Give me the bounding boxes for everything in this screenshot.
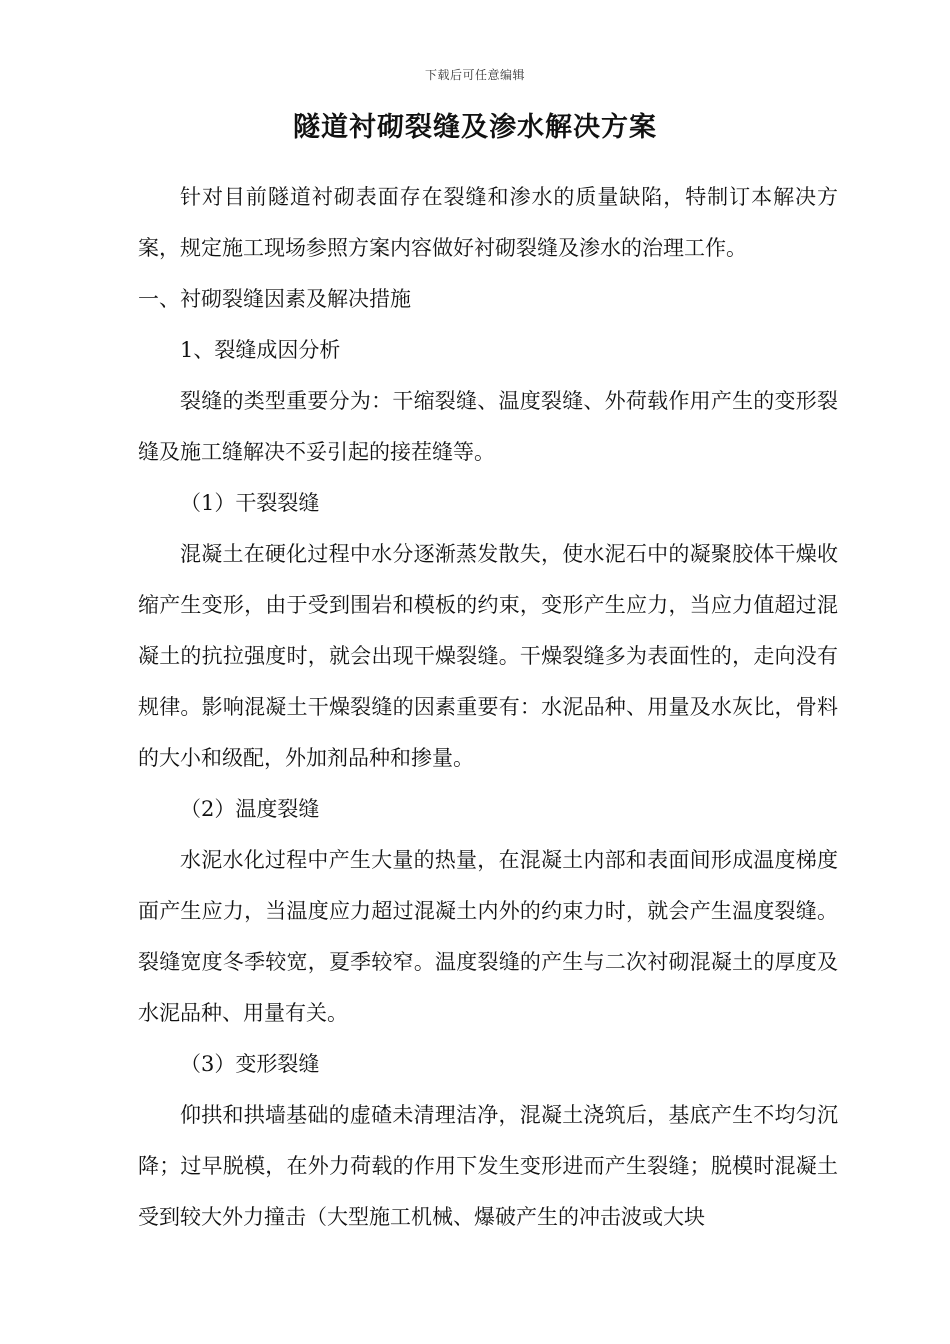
item-heading: （3）变形裂缝 [180,1052,320,1076]
subsection-heading: 1、裂缝成因分析 [180,338,341,362]
section-heading: 一、衬砌裂缝因素及解决措施 [138,287,411,311]
item-heading: （1）干裂裂缝 [180,491,320,515]
header-note: 下载后可任意编辑 [424,68,525,82]
document-title: 隧道衬砌裂缝及渗水解决方案 [293,112,657,143]
body-paragraph: 裂缝的类型重要分为：干缩裂缝、温度裂缝、外荷载作用产生的变形裂缝及施工缝解决不妥引起的接茬缝等。 [138,389,838,464]
body-paragraph: 水泥水化过程中产生大量的热量，在混凝土内部和表面间形成温度梯度面产生应力，当温度应力超过混凝土内外的约束力时，就会产生温度裂缝。裂缝宽度冬季较宽，夏季较窄。温度裂缝的产生与二次衬砌混凝土的厚度及水泥品种、用量有关。 [138,848,838,1025]
intro-paragraph: 针对目前隧道衬砌表面存在裂缝和渗水的质量缺陷，特制订本解决方案，规定施工现场参照方案内容做好衬砌裂缝及渗水的治理工作。 [138,185,838,260]
body-paragraph: 混凝土在硬化过程中水分逐渐蒸发散失，使水泥石中的凝聚胶体干燥收缩产生变形，由于受到围岩和模板的约束，变形产生应力，当应力值超过混凝土的抗拉强度时，就会出现干燥裂缝。干燥裂缝多为表面性的，走向没有规律。影响混凝土干燥裂缝的因素重要有：水泥品种、用量及水灰比，骨料的大小和级配，外加剂品种和掺量。 [138,542,838,770]
item-heading: （2）温度裂缝 [180,797,320,821]
document-body [138,172,838,1243]
body-paragraph: 仰拱和拱墙基础的虚碴未清理洁净，混凝土浇筑后，基底产生不均匀沉降；过早脱模，在外力荷载的作用下发生变形进而产生裂缝；脱模时混凝土受到较大外力撞击（大型施工机械、爆破产生的冲击波或大块 [138,1103,838,1229]
